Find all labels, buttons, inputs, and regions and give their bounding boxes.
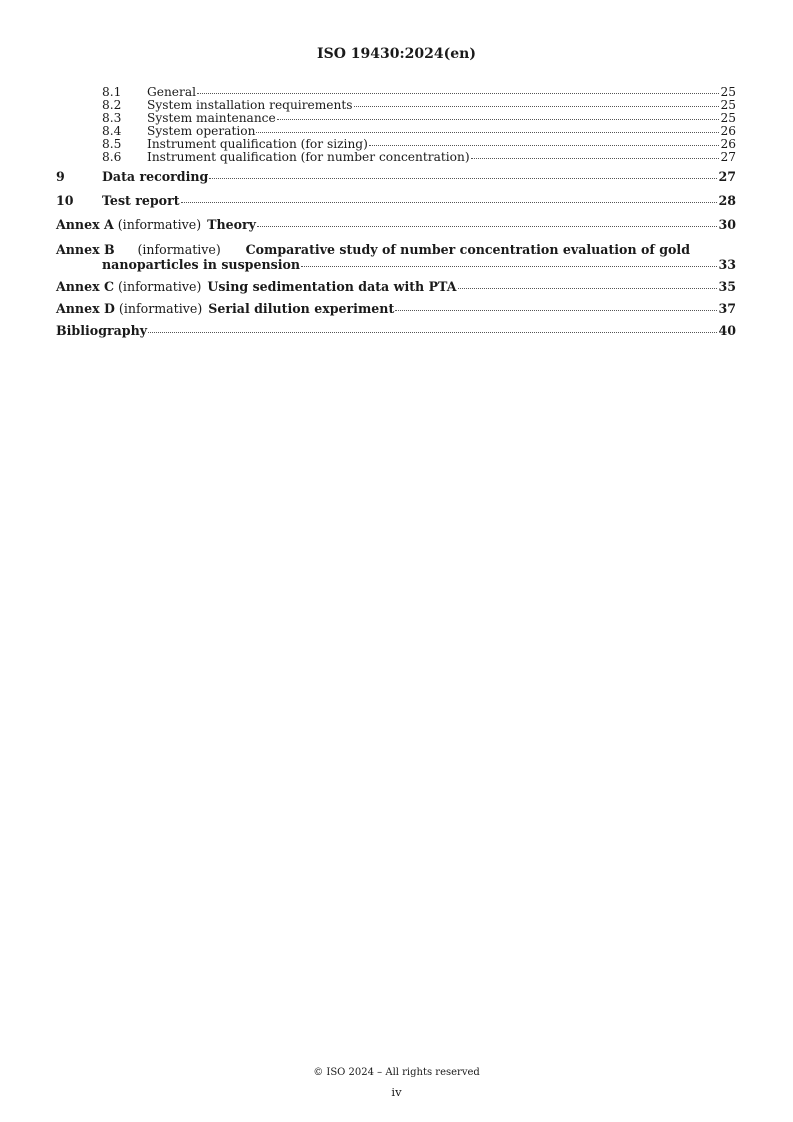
toc-page: 30 (718, 217, 736, 232)
toc-title: General (147, 85, 196, 99)
annex-title: Serial dilution experiment (208, 301, 395, 316)
toc-title: Bibliography (56, 323, 148, 338)
dot-leader (354, 106, 720, 107)
dot-leader (369, 145, 720, 146)
annex-label: Annex A (56, 217, 114, 232)
toc-page: 26 (720, 137, 736, 151)
copyright-notice: © ISO 2024 – All rights reserved (313, 1067, 480, 1078)
page-number: iv (391, 1085, 402, 1099)
document-header: ISO 19430:2024(en) (317, 46, 476, 62)
toc-title: System installation requirements (147, 98, 353, 112)
annex-title: Using sedimentation data with PTA (207, 279, 457, 294)
toc-entry-8-6[interactable] (56, 151, 736, 164)
toc-number: 9 (56, 169, 65, 184)
toc-page: 40 (718, 323, 736, 338)
dot-leader (209, 178, 717, 179)
toc-entry-annex-d[interactable] (56, 302, 736, 318)
annex-title-line2: nanoparticles in suspension (102, 257, 301, 272)
toc-entry-10[interactable] (56, 194, 736, 210)
annex-label: Annex C (56, 279, 115, 294)
annex-informative: (informative) (137, 242, 221, 257)
dot-leader (257, 226, 717, 227)
toc-title: Test report (102, 193, 180, 208)
annex-informative: (informative) (118, 301, 203, 316)
annex-title-line1: Comparative study of number concentration evaluation of gold (245, 242, 690, 257)
dot-leader (458, 288, 718, 289)
toc-page: 25 (720, 98, 736, 112)
toc-page: 33 (718, 257, 736, 272)
annex-label: Annex B (56, 242, 115, 257)
dot-leader (471, 158, 720, 159)
annex-title: Theory (207, 217, 257, 232)
toc-title: Data recording (102, 169, 209, 184)
dot-leader (197, 93, 719, 94)
toc-page: 27 (718, 169, 736, 184)
toc-entry-bibliography[interactable] (56, 324, 736, 340)
annex-informative: (informative) (118, 279, 202, 294)
toc-page: 27 (720, 150, 736, 164)
toc-entry-9[interactable] (56, 170, 736, 186)
toc-page: 37 (718, 301, 736, 316)
dot-leader (301, 266, 717, 267)
toc-title: Instrument qualification (for sizing) (147, 137, 368, 151)
toc-number: 10 (56, 193, 74, 208)
toc-page: 28 (718, 193, 736, 208)
dot-leader (181, 202, 718, 203)
toc-entry-annex-c[interactable] (56, 280, 736, 296)
toc-number: 8.2 (102, 98, 122, 112)
dot-leader (277, 119, 720, 120)
toc-page: 26 (720, 124, 736, 138)
annex-label: Annex D (56, 301, 115, 316)
toc-number: 8.4 (102, 124, 122, 138)
toc-title: Instrument qualification (for number concentration) (147, 150, 470, 164)
toc-title: System maintenance (147, 111, 276, 125)
toc-number: 8.1 (102, 85, 122, 99)
dot-leader (148, 332, 717, 333)
toc-entry-annex-a[interactable] (56, 218, 736, 234)
toc-entry-annex-b[interactable] (56, 242, 736, 274)
toc-number: 8.3 (102, 111, 122, 125)
toc-number: 8.6 (102, 150, 122, 164)
toc-page: 35 (718, 279, 736, 294)
toc-page: 25 (720, 111, 736, 125)
table-of-contents (56, 86, 736, 340)
dot-leader (395, 310, 717, 311)
annex-informative: (informative) (117, 217, 202, 232)
dot-leader (256, 132, 719, 133)
toc-page: 25 (720, 85, 736, 99)
toc-number: 8.5 (102, 137, 122, 151)
toc-title: System operation (147, 124, 256, 138)
